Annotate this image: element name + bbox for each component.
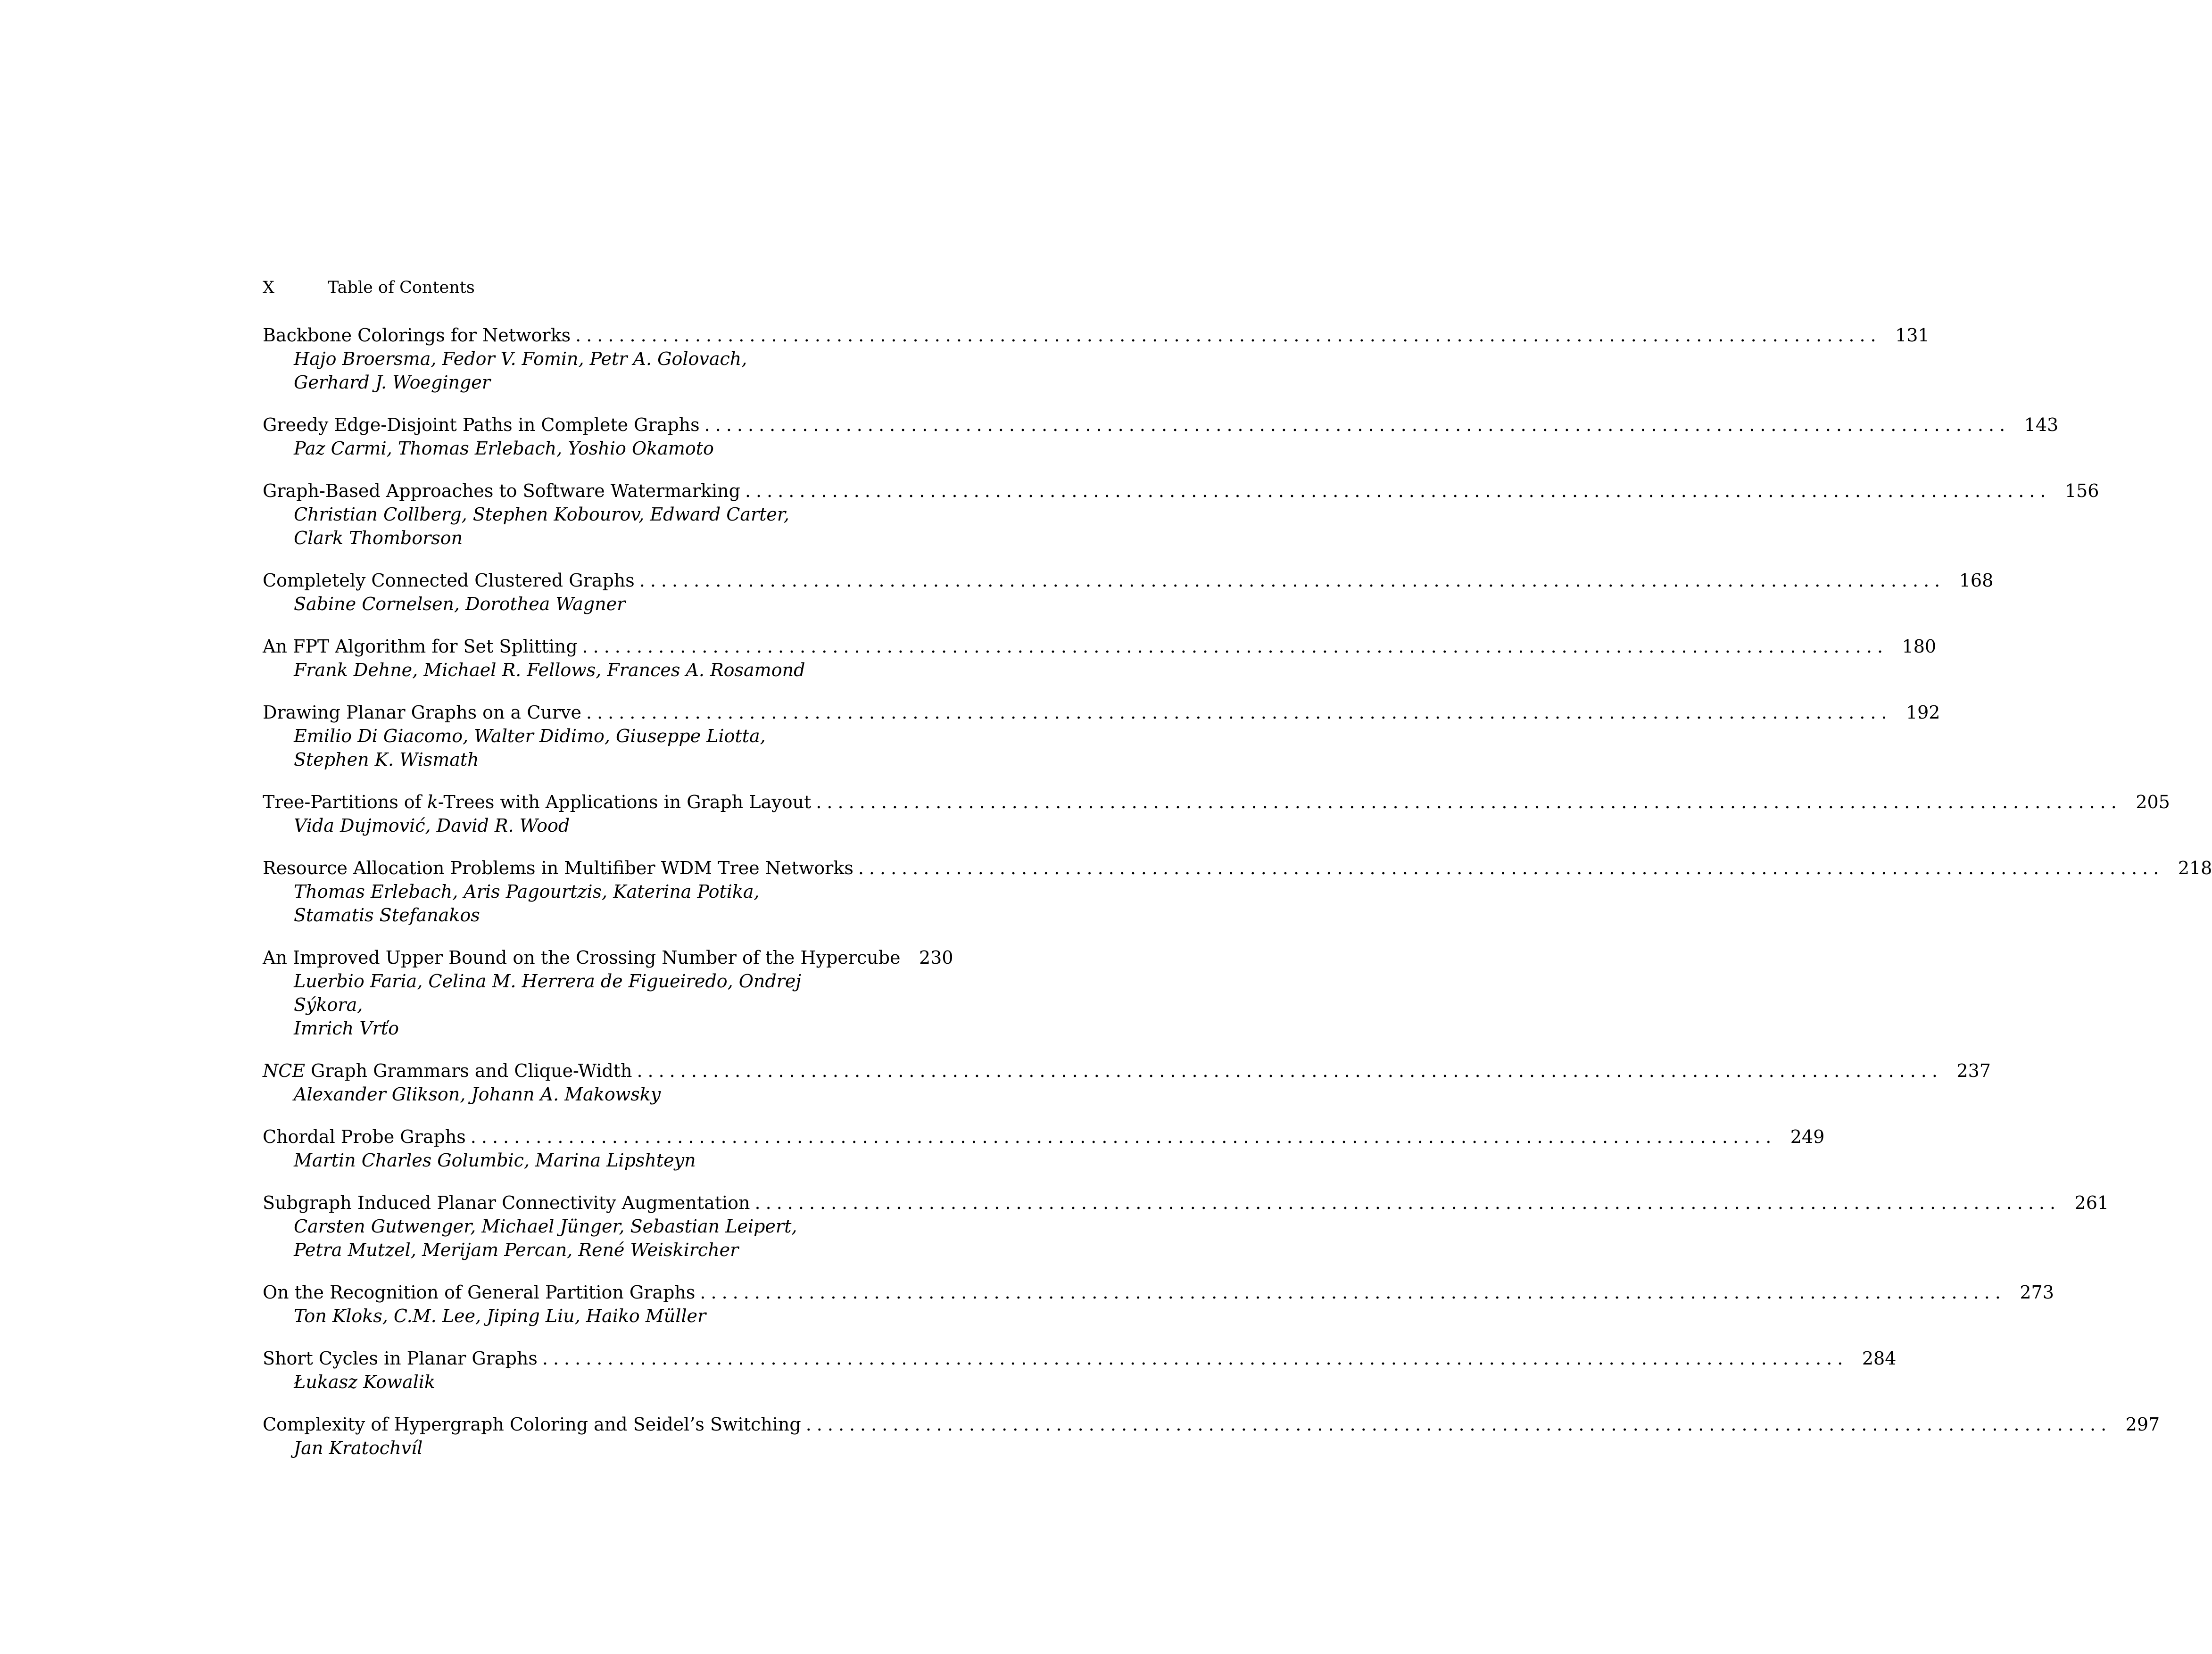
toc-entry-title-row <box>263 1281 2054 1304</box>
toc-entry-title-row <box>263 323 1930 347</box>
toc-list <box>263 323 2212 1479</box>
toc-entry-title: An FPT Algorithm for Set Splitting <box>263 635 582 658</box>
toc-entry-title-row <box>263 1347 1897 1370</box>
dot-leader: ........................................................................................................................ <box>704 414 2011 435</box>
toc-entry[interactable] <box>263 479 2099 550</box>
toc-entry-authors: Łukasz Kowalik <box>294 1372 435 1392</box>
dot-leader: ........................................................................................................................ <box>586 702 1892 723</box>
toc-entry-title-row <box>263 1191 2109 1215</box>
toc-entry-title: Short Cycles in Planar Graphs <box>263 1347 542 1370</box>
dot-leader: ........................................................................................................................ <box>637 1060 1943 1081</box>
toc-entry[interactable] <box>263 323 1930 394</box>
dot-leader: ........................................................................................................................ <box>542 1348 1848 1369</box>
running-header <box>263 273 942 302</box>
toc-entry-title-row <box>263 701 1940 724</box>
toc-entry-title: Backbone Colorings for Networks <box>263 323 575 347</box>
toc-entry-authors: Clark Thomborson <box>294 528 463 548</box>
toc-entry-authors: Emilio Di Giacomo, Walter Didimo, Giuseppe Liotta, <box>294 726 766 746</box>
toc-entry-authors: Sabine Cornelsen, Dorothea Wagner <box>294 594 626 614</box>
toc-entry-page: 205 <box>2122 790 2170 814</box>
header-title: Table of Contents <box>328 278 475 297</box>
toc-entry-authors: Stamatis Stefanakos <box>294 905 480 926</box>
toc-entry-title: Greedy Edge-Disjoint Paths in Complete Graphs <box>263 413 704 437</box>
dot-leader: ........................................................................................................................ <box>858 858 2164 878</box>
toc-entry-page: 237 <box>1943 1059 1991 1083</box>
toc-entry-authors: Martin Charles Golumbic, Marina Lipshteyn <box>294 1150 696 1171</box>
toc-entry[interactable] <box>263 413 2059 460</box>
dot-leader: ........................................................................................................................ <box>805 1414 2112 1435</box>
toc-entry-title-row <box>263 1413 2160 1436</box>
toc-entry[interactable] <box>263 1413 2160 1460</box>
toc-entry-title: Chordal Probe Graphs <box>263 1125 471 1149</box>
toc-entry-title-row <box>263 569 1994 592</box>
toc-entry-authors: Imrich Vrťo <box>294 1018 399 1039</box>
dot-leader: ........................................................................................................................ <box>582 636 1889 657</box>
toc-entry-authors: Jan Kratochvíl <box>294 1438 423 1458</box>
toc-entry[interactable] <box>263 1191 2109 1262</box>
toc-entry-authors: Carsten Gutwenger, Michael Jünger, Sebastian Leipert, <box>294 1216 797 1237</box>
toc-entry-title-row <box>263 413 2059 437</box>
toc-entry-authors: Paz Carmi, Thomas Erlebach, Yoshio Okamoto <box>294 438 714 459</box>
toc-entry-page: 218 <box>2164 856 2212 880</box>
toc-entry-title-row <box>263 790 2170 814</box>
toc-entry-title: Tree-Partitions of k-Trees with Applications in Graph Layout <box>263 790 816 814</box>
dot-leader: ........................................................................................................................ <box>745 480 2051 501</box>
dot-leader: ........................................................................................................................ <box>470 1126 1777 1147</box>
toc-entry-page: 230 <box>905 946 953 969</box>
toc-entry-authors: Christian Collberg, Stephen Kobourov, Edward Carter, <box>294 504 789 525</box>
toc-entry-authors: Vida Dujmović, David R. Wood <box>294 815 570 836</box>
toc-entry-title-row <box>263 946 953 969</box>
toc-entry-page: 297 <box>2112 1413 2160 1436</box>
toc-entry-title: Graph-Based Approaches to Software Watermarking <box>263 479 745 503</box>
toc-entry-page: 273 <box>2006 1281 2054 1304</box>
toc-entry-authors: Alexander Glikson, Johann A. Makowsky <box>294 1084 661 1105</box>
toc-entry-page: 143 <box>2010 413 2058 437</box>
toc-entry-title-row <box>263 1059 1991 1083</box>
toc-entry-authors: Gerhard J. Woeginger <box>294 372 490 393</box>
toc-entry-title-row <box>263 479 2099 503</box>
toc-entry-title: Resource Allocation Problems in Multifiber WDM Tree Networks <box>263 856 858 880</box>
toc-entry[interactable] <box>263 1347 1897 1394</box>
toc-entry[interactable] <box>263 946 953 1040</box>
toc-entry-page: 249 <box>1776 1125 1824 1149</box>
toc-entry-title-row <box>263 856 2212 880</box>
toc-entry-page: 180 <box>1888 635 1936 658</box>
toc-entry-page: 192 <box>1892 701 1940 724</box>
toc-entry-title: NCE Graph Grammars and Clique-Width <box>263 1059 637 1083</box>
toc-entry-page: 261 <box>2061 1191 2109 1215</box>
toc-entry-page: 284 <box>1848 1347 1896 1370</box>
toc-entry[interactable] <box>263 569 1994 616</box>
toc-entry-title: Drawing Planar Graphs on a Curve <box>263 701 586 724</box>
toc-entry-authors: Thomas Erlebach, Aris Pagourtzis, Katerina Potika, <box>294 881 760 902</box>
dot-leader: ........................................................................................................................ <box>639 570 1946 591</box>
toc-entry[interactable] <box>263 701 1940 771</box>
toc-entry-title: Subgraph Induced Planar Connectivity Augmentation <box>263 1191 755 1215</box>
toc-entry[interactable] <box>263 1125 1825 1172</box>
toc-entry-title: Completely Connected Clustered Graphs <box>263 569 639 592</box>
toc-entry-page: 168 <box>1945 569 1993 592</box>
toc-entry-authors: Stephen K. Wismath <box>294 749 479 770</box>
toc-entry-authors: Ton Kloks, C.M. Lee, Jiping Liu, Haiko Müller <box>294 1306 706 1326</box>
toc-entry-title-row <box>263 635 1937 658</box>
dot-leader: ........................................................................................................................ <box>816 792 2122 812</box>
toc-entry-title: Complexity of Hypergraph Coloring and Seidel’s Switching <box>263 1413 806 1436</box>
toc-entry-authors: Luerbio Faria, Celina M. Herrera de Figueiredo, Ondrej Sýkora, <box>294 971 802 1015</box>
toc-entry-authors: Petra Mutzel, Merijam Percan, René Weiskircher <box>294 1240 739 1260</box>
toc-entry-authors: Hajo Broersma, Fedor V. Fomin, Petr A. Golovach, <box>294 348 747 369</box>
toc-entry[interactable] <box>263 856 2212 927</box>
dot-leader: ........................................................................................................................ <box>754 1192 2061 1213</box>
toc-entry-title: On the Recognition of General Partition Graphs <box>263 1281 700 1304</box>
toc-entry-title: An Improved Upper Bound on the Crossing Number of the Hypercube <box>263 946 905 969</box>
toc-entry[interactable] <box>263 635 1937 682</box>
toc-entry-authors: Frank Dehne, Michael R. Fellows, Frances A. Rosamond <box>294 660 805 680</box>
dot-leader: ........................................................................................................................ <box>575 325 1881 346</box>
toc-entry-title-row <box>263 1125 1825 1149</box>
header-page-number: X <box>263 278 274 297</box>
toc-entry-page: 156 <box>2051 479 2099 503</box>
toc-entry[interactable] <box>263 790 2170 837</box>
toc-entry[interactable] <box>263 1059 1991 1106</box>
dot-leader: ........................................................................................................................ <box>700 1282 2006 1303</box>
toc-entry-page: 131 <box>1881 323 1930 347</box>
toc-entry[interactable] <box>263 1281 2054 1328</box>
